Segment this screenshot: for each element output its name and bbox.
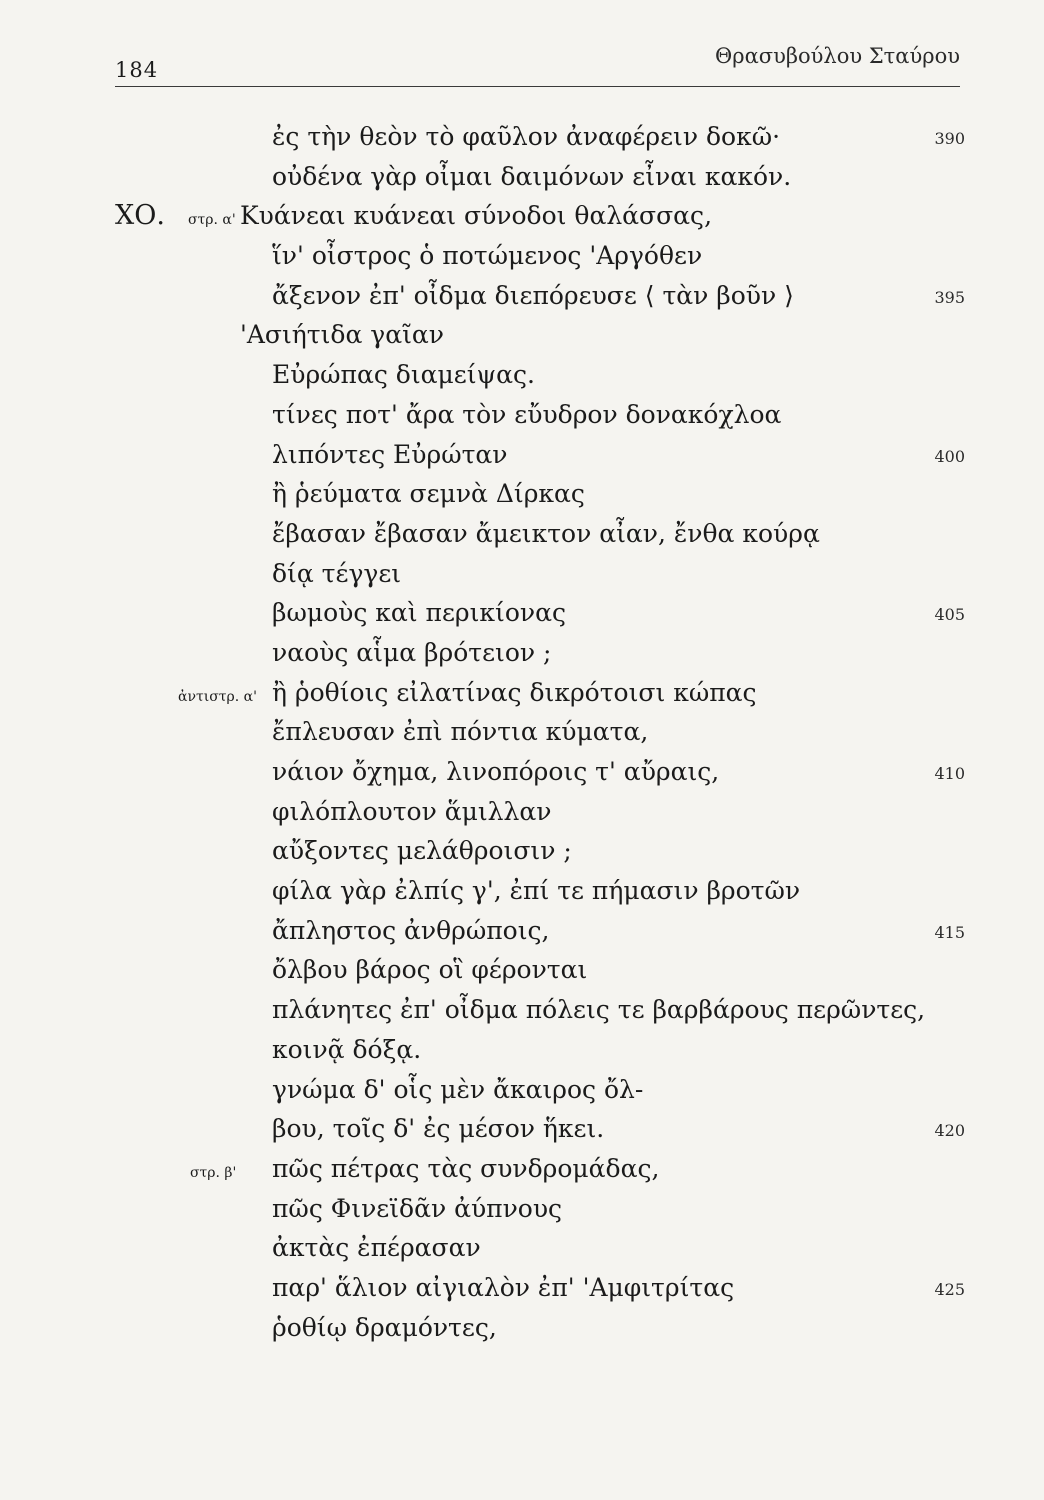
verse-line [0,673,1044,713]
verse-line [0,1189,1044,1229]
verse-text: βου, τοῖς δ' ἐς μέσον ἥκει. [272,1114,605,1144]
verse-line [0,1149,1044,1189]
line-number: 425 [934,1279,965,1299]
verse-text: Εὐρώπας διαμείψας. [272,360,535,390]
verse-line [0,792,1044,832]
verse-line [0,514,1044,554]
verse-line [0,157,1044,197]
strophe-marker: στρ. α' [188,212,236,229]
verse-line [0,950,1044,990]
verse-line [0,712,1044,752]
verse-text: ἀκτὰς ἐπέρασαν [272,1233,481,1263]
verse-line [0,236,1044,276]
verse-line [0,871,1044,911]
verse-line [0,990,1044,1030]
page-header [115,38,960,88]
verse-text: 'Ασιήτιδα γαῖαν [240,320,444,350]
line-number: 415 [934,922,965,942]
verse-line [0,435,1044,475]
verse-line [0,276,1044,316]
verse-line [0,1228,1044,1268]
verse-text: ἐς τὴν θεὸν τὸ φαῦλον ἀναφέρειν δοκῶ· [272,122,781,151]
verse-line [0,474,1044,514]
verse-text: πῶς πέτρας τὰς συνδρομάδας, [272,1153,660,1183]
verse-text: Κυάνεαι κυάνεαι σύνοδοι θαλάσσας, [240,201,713,231]
verse-text: οὐδένα γὰρ οἶμαι δαιμόνων εἶναι κακόν. [272,161,792,191]
verse-text: ἄπληστος ἀνθρώποις, [272,915,550,945]
verse-line [0,1070,1044,1110]
verse-line [0,911,1044,951]
line-number: 390 [934,129,965,148]
verse-block [0,117,1044,1347]
verse-text: ῥοθίῳ δραμόντες, [272,1312,497,1342]
speaker-label: ΧΟ. [115,200,165,232]
verse-line [0,395,1044,435]
header-rule [115,86,960,87]
verse-line [0,355,1044,395]
verse-text: δίᾳ τέγγει [272,558,402,588]
strophe-marker: στρ. β' [190,1164,237,1181]
verse-line [0,752,1044,792]
verse-line [0,1268,1044,1308]
line-number: 395 [934,287,965,307]
line-number: 410 [934,764,965,783]
verse-text: ἔβασαν ἔβασαν ἄμεικτον αἶαν, ἔνθα κούρᾳ [272,518,820,548]
verse-line [0,1030,1044,1070]
verse-line [0,554,1044,594]
verse-text: πῶς Φινεϊδᾶν ἀύπνους [272,1193,563,1223]
verse-line [0,315,1044,355]
verse-text: ἢ ῥοθίοις εἰλατίνας δικρότοισι κώπας [272,677,757,707]
verse-line [0,196,1044,236]
verse-text: ὄλβου βάρος οἳ φέρονται [272,955,588,985]
verse-text: φίλα γὰρ ἐλπίς γ', ἐπί τε πήμασιν βροτῶν [272,876,801,906]
verse-text: ἔπλευσαν ἐπὶ πόντια κύματα, [272,717,649,747]
line-number: 420 [934,1121,965,1141]
line-number: 400 [934,446,965,466]
verse-line [0,1308,1044,1348]
verse-text: φιλόπλουτον ἅμιλλαν [272,796,552,826]
verse-text: γνώμα δ' οἷς μὲν ἄκαιρος ὄλ- [272,1074,644,1104]
verse-text: τίνες ποτ' ἄρα τὸν εὔυδρον δονακόχλοα [272,399,782,429]
verse-text: ἵν' οἶστρος ὁ ποτώμενος 'Αργόθεν [272,241,703,271]
verse-text: πλάνητες ἐπ' οἶδμα πόλεις τε βαρβάρους περῶντες, [272,995,926,1025]
verse-line [0,831,1044,871]
page-number: 184 [115,58,159,82]
verse-line [0,593,1044,633]
verse-text: ναοὺς αἷμα βρότειον ; [272,637,552,667]
line-number: 405 [934,605,965,625]
verse-text: παρ' ἅλιον αἰγιαλὸν ἐπ' 'Αμφιτρίτας [272,1272,735,1302]
verse-text: αὔξοντες μελάθροισιν ; [272,836,572,866]
verse-text: νάιον ὄχημα, λινοπόροις τ' αὔραις, [272,757,720,786]
verse-text: ἢ ῥεύματα σεμνὰ Δίρκας [272,479,585,509]
verse-text: κοινᾷ δόξᾳ. [272,1034,422,1064]
verse-line [0,633,1044,673]
verse-text: βωμοὺς καὶ περικίονας [272,598,566,628]
verse-line [0,117,1044,157]
running-head: Θρασυβούλου Σταύρου [715,44,960,68]
verse-text: ἄξενον ἐπ' οἶδμα διεπόρευσε ⟨ τὰν βοῦν ⟩ [272,280,794,310]
strophe-marker: ἀντιστρ. α' [178,688,257,705]
verse-text: λιπόντες Εὐρώταν [272,439,508,469]
verse-line [0,1109,1044,1149]
